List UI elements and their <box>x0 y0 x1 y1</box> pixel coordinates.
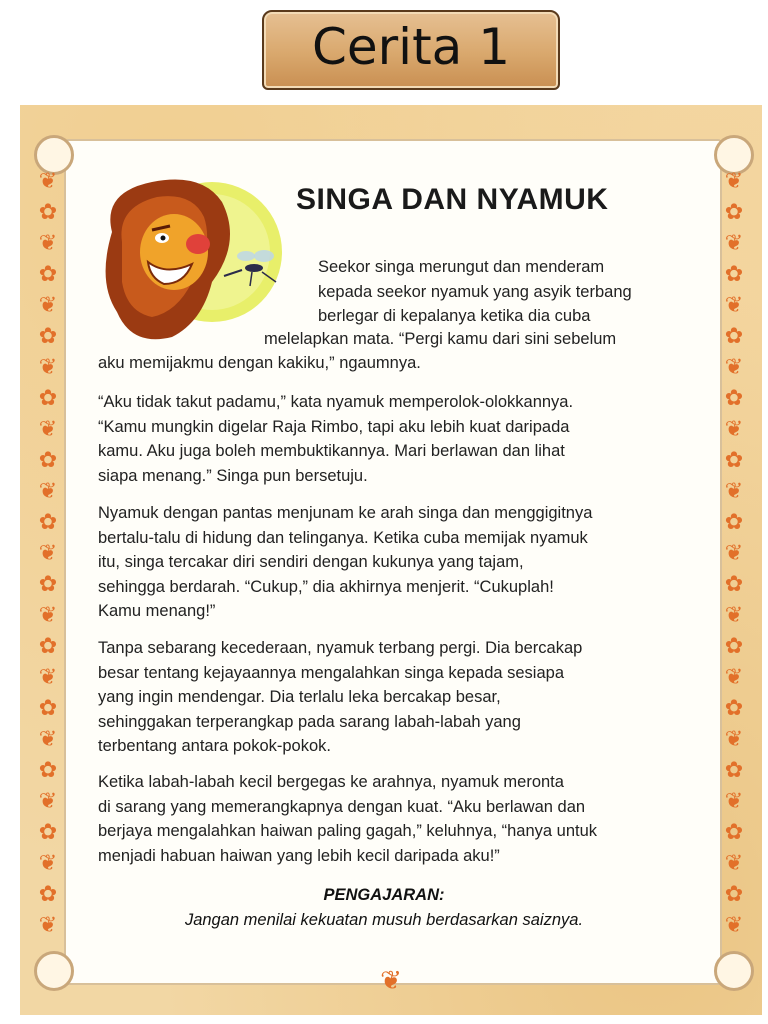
paragraph-1-line4: melelapkan mata. “Pergi kamu dari sini sebelum <box>264 330 617 348</box>
story-title: SINGA DAN NYAMUK <box>296 183 609 216</box>
story-number-tab <box>262 10 560 90</box>
paragraph-1-top <box>318 255 698 329</box>
story-line: besar tentang kejayaannya mengalahkan singa kepada sesiapa <box>98 663 565 682</box>
story-line: Seekor singa merungut dan menderam <box>318 258 605 276</box>
story-line: Nyamuk dengan pantas menjunam ke arah singa dan menggigitnya <box>98 504 593 522</box>
paragraph-4 <box>98 636 688 759</box>
left-floral-border: ❦ ✿ ❦ ✿ ❦ ✿ ❦ ✿ ❦ ✿ ❦ ✿ ❦ ✿ ❦ ✿ ❦ ✿ ❦ ✿ ❦ ✿ ❦ ✿ ❦ <box>38 168 58 937</box>
story-line: kepada seekor nyamuk yang asyik terbang <box>318 282 632 301</box>
story-line: kamu. Aku juga boleh membuktikannya. Mari berlawan dan lihat <box>98 442 565 460</box>
right-floral-border: ❦ ✿ ❦ ✿ ❦ ✿ ❦ ✿ ❦ ✿ ❦ ✿ ❦ ✿ ❦ ✿ ❦ ✿ ❦ ✿ ❦ ✿ ❦ ✿ ❦ <box>724 168 744 937</box>
paragraph-1-line5: aku memijakmu dengan kakiku,” ngaumnya. <box>98 354 421 372</box>
bottom-center-ornament: ❦ <box>380 965 402 995</box>
story-line: yang ingin mendengar. Dia terlalu leka bercakap besar, <box>98 688 501 706</box>
story-number-title: Cerita 1 <box>311 18 511 76</box>
story-line: itu, singa tercakar diri sendiri dengan kukunya yang tajam, <box>98 553 524 571</box>
story-line: siapa menang.” Singa pun bersetuju. <box>98 466 368 485</box>
story-line: berjaya mengalahkan haiwan paling gagah,” keluhnya, “hanya untuk <box>98 822 598 840</box>
story-line: sehinggakan terperangkap pada sarang labah-labah yang <box>98 712 521 731</box>
story-line: “Kamu mungkin digelar Raja Rimbo, tapi aku lebih kuat daripada <box>98 417 570 436</box>
story-line: Tanpa sebarang kecederaan, nyamuk terbang pergi. Dia bercakap <box>98 639 583 657</box>
paragraph-3 <box>98 501 688 624</box>
story-line: bertalu-talu di hidung dan telinganya. Ketika cuba memijak nyamuk <box>98 528 588 547</box>
lesson-text: Jangan menilai kekuatan musuh berdasarkan saiznya. <box>184 911 584 929</box>
story-line: di sarang yang memerangkapnya dengan kuat. “Aku berlawan dan <box>98 797 586 816</box>
story-line: Ketika labah-labah kecil bergegas ke arahnya, nyamuk meronta <box>98 773 564 791</box>
story-line: “Aku tidak takut padamu,” kata nyamuk memperolok-olokkannya. <box>98 393 574 411</box>
lesson-heading: PENGAJARAN: <box>323 886 445 904</box>
story-line: berlegar di kepalanya ketika dia cuba <box>318 307 591 325</box>
story-line: Kamu menang!” <box>98 602 216 620</box>
story-line: menjadi habuan haiwan yang lebih kecil daripada aku!” <box>98 846 500 865</box>
paragraph-2 <box>98 390 688 488</box>
story-line: terbentang antara pokok-pokok. <box>98 737 331 755</box>
paragraph-5 <box>98 770 688 868</box>
story-line: sehingga berdarah. “Cukup,” dia akhirnya menjerit. “Cukuplah! <box>98 577 554 596</box>
